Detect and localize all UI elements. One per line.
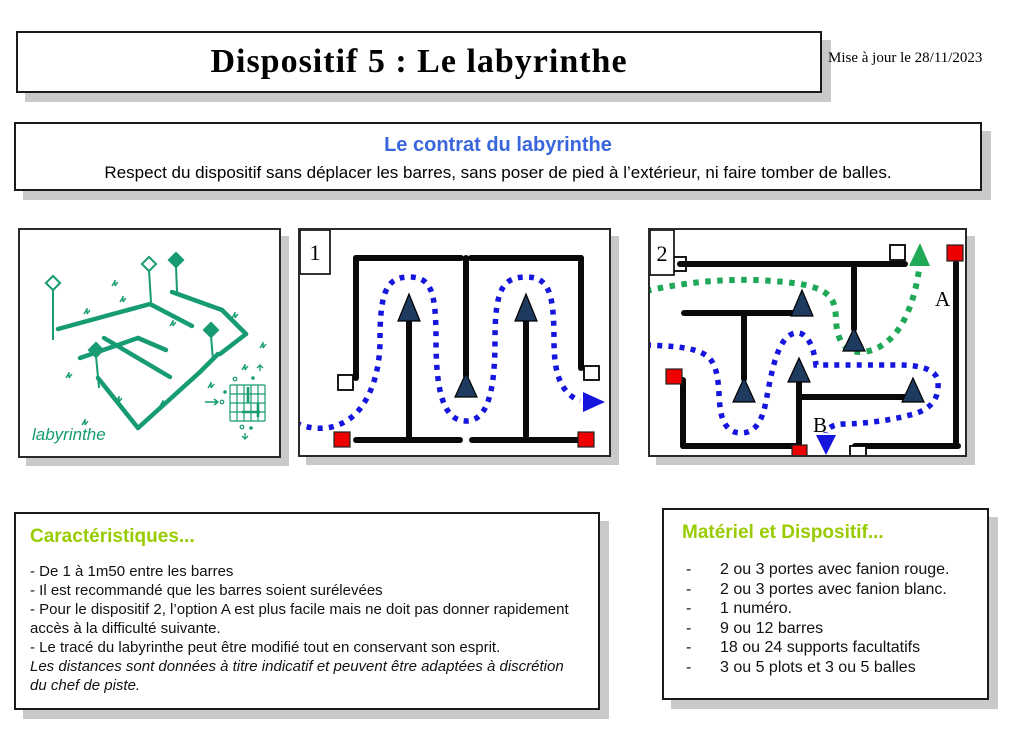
characteristics-note: Les distances sont données à titre indicatif et peuvent être adaptées à discrétion du chef de piste. [30, 658, 564, 694]
dash-bullet: - [686, 619, 692, 637]
characteristics-item: - Il est recommandé que les barres soient surélevées [30, 582, 383, 599]
update-date: Mise à jour le 28/11/2023 [828, 50, 983, 66]
title-box [16, 31, 822, 93]
diagram2-route-b-arrowhead-icon [816, 435, 836, 455]
dash-bullet: - [686, 600, 692, 617]
diagram1-bars [356, 258, 585, 440]
contract-box [14, 122, 982, 191]
diagram1-route-arrowhead-icon [583, 392, 605, 412]
material-heading: Matériel et Dispositif... [682, 522, 884, 543]
contract-text: Respect du dispositif sans déplacer les barres, sans poser de pied à l’extérieur, ni faire tomber de balles. [104, 163, 892, 182]
material-item [682, 560, 969, 580]
contract-heading: Le contrat du labyrinthe [384, 134, 612, 156]
material-item-text: 2 ou 3 portes avec fanion blanc. [720, 580, 947, 598]
material-item [682, 619, 969, 639]
diagram1-number: 1 [309, 240, 321, 265]
characteristics-item: - Le tracé du labyrinthe peut être modifié tout en conservant son esprit. [30, 639, 501, 656]
sketch-bars [58, 292, 246, 428]
diagram2-route-b-path [650, 333, 938, 433]
diagram1-panel [298, 228, 611, 457]
dash-bullet: - [686, 561, 692, 578]
sketch-panel [18, 228, 281, 458]
labyrinth-sketch-image [20, 230, 279, 456]
diagram2-image [650, 230, 965, 455]
diagram2-option-b-label: B [813, 413, 828, 437]
page-title: Dispositif 5 : Le labyrinthe [210, 43, 628, 80]
dash-bullet: - [686, 639, 692, 656]
characteristics-heading: Caractéristiques... [30, 526, 195, 547]
sketch-flag-poles [46, 253, 218, 388]
diagram2-option-a-label: A [935, 287, 951, 311]
characteristics-box [14, 512, 600, 710]
material-box [662, 508, 989, 700]
material-item-text: 2 ou 3 portes avec fanion rouge. [720, 561, 950, 578]
characteristics-item: - De 1 à 1m50 entre les barres [30, 563, 234, 580]
material-item [682, 599, 969, 619]
dash-bullet: - [686, 580, 692, 598]
diagram1-route-path [300, 277, 580, 428]
material-item-text: 3 ou 5 plots et 3 ou 5 balles [720, 658, 916, 676]
material-item-text: 1 numéro. [720, 600, 793, 617]
material-item-text: 9 ou 12 barres [720, 619, 824, 637]
dash-bullet: - [686, 658, 692, 676]
diagram2-panel [648, 228, 967, 457]
diagram2-route-a-arrowhead-icon [909, 243, 930, 266]
material-item [682, 658, 969, 678]
characteristics-item: - Pour le dispositif 2, l’option A est plus facile mais ne doit pas donner rapidement accès à la difficulté suivante. [30, 601, 569, 637]
material-item [682, 638, 969, 658]
material-item [682, 580, 969, 600]
sketch-caption: labyrinthe [32, 425, 106, 444]
sketch-mini-plan [205, 365, 265, 439]
diagram2-direction-triangles [733, 290, 924, 402]
material-item-text: 18 ou 24 supports facultatifs [720, 639, 921, 656]
diagram2-number: 2 [656, 241, 668, 266]
diagram1-image [300, 230, 609, 455]
